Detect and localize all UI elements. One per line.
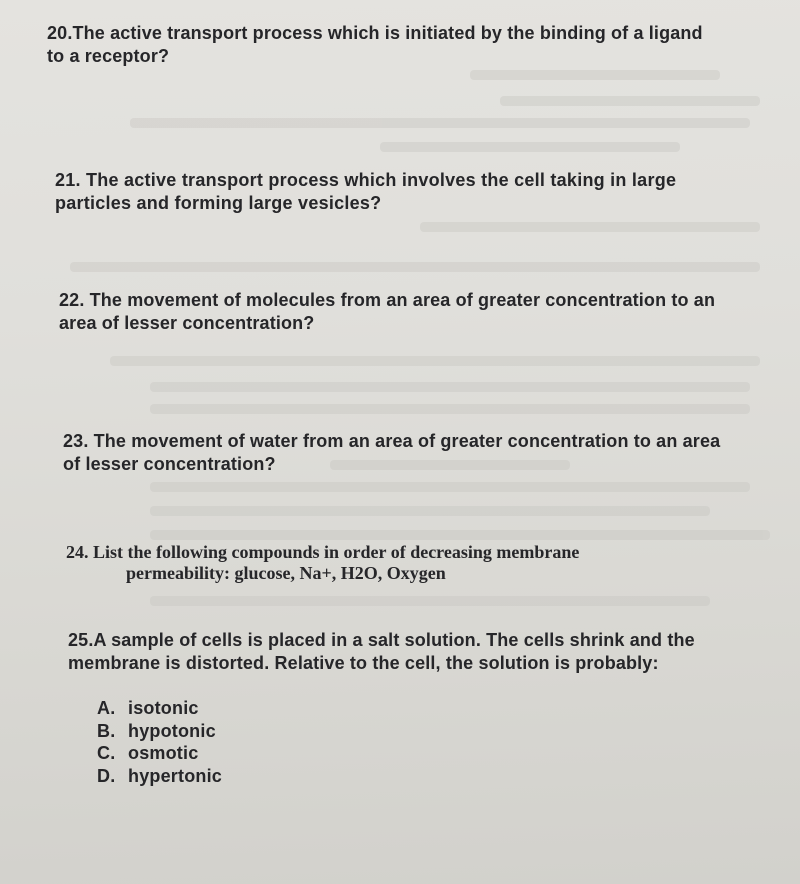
- question-24-line-1: 24. List the following compounds in order of decreasing membrane: [66, 542, 580, 562]
- question-22-line-2: area of lesser concentration?: [59, 312, 315, 333]
- choice-d-letter: D.: [97, 765, 116, 786]
- question-22-line-1: 22. The movement of molecules from an area of greater concentration to an: [59, 290, 716, 310]
- choice-b: [97, 720, 222, 743]
- question-21-line-2: particles and forming large vesicles?: [55, 192, 382, 213]
- question-25-line-2: membrane is distorted. Relative to the cell, the solution is probably:: [68, 652, 659, 673]
- question-20: [47, 22, 703, 67]
- choice-d-text: hypertonic: [128, 765, 223, 786]
- choice-a: [97, 697, 222, 720]
- question-23-line-2: of lesser concentration?: [63, 453, 276, 474]
- choice-c-text: osmotic: [128, 743, 199, 763]
- question-24: [66, 542, 579, 584]
- choice-d: [97, 765, 222, 788]
- question-23-line-1: 23. The movement of water from an area of greater concentration to an area: [63, 431, 721, 451]
- choice-b-letter: B.: [97, 720, 116, 741]
- question-25: [68, 629, 695, 674]
- question-22: [59, 289, 715, 334]
- question-20-line-2: to a receptor?: [47, 45, 170, 66]
- choice-c: [97, 742, 222, 765]
- question-21: [55, 169, 676, 214]
- question-24-line-2: permeability: glucose, Na+, H2O, Oxygen: [126, 563, 446, 583]
- question-25-line-1: 25.A sample of cells is placed in a salt solution. The cells shrink and the: [68, 630, 695, 650]
- question-20-line-1: 20.The active transport process which is initiated by the binding of a ligand: [47, 23, 703, 43]
- question-23: [63, 430, 720, 475]
- choice-c-letter: C.: [97, 743, 116, 763]
- choice-b-text: hypotonic: [128, 720, 216, 741]
- choice-a-text: isotonic: [128, 698, 199, 718]
- question-21-line-1: 21. The active transport process which involves the cell taking in large: [55, 170, 677, 190]
- choice-a-letter: A.: [97, 698, 116, 718]
- question-25-choices: [97, 697, 222, 787]
